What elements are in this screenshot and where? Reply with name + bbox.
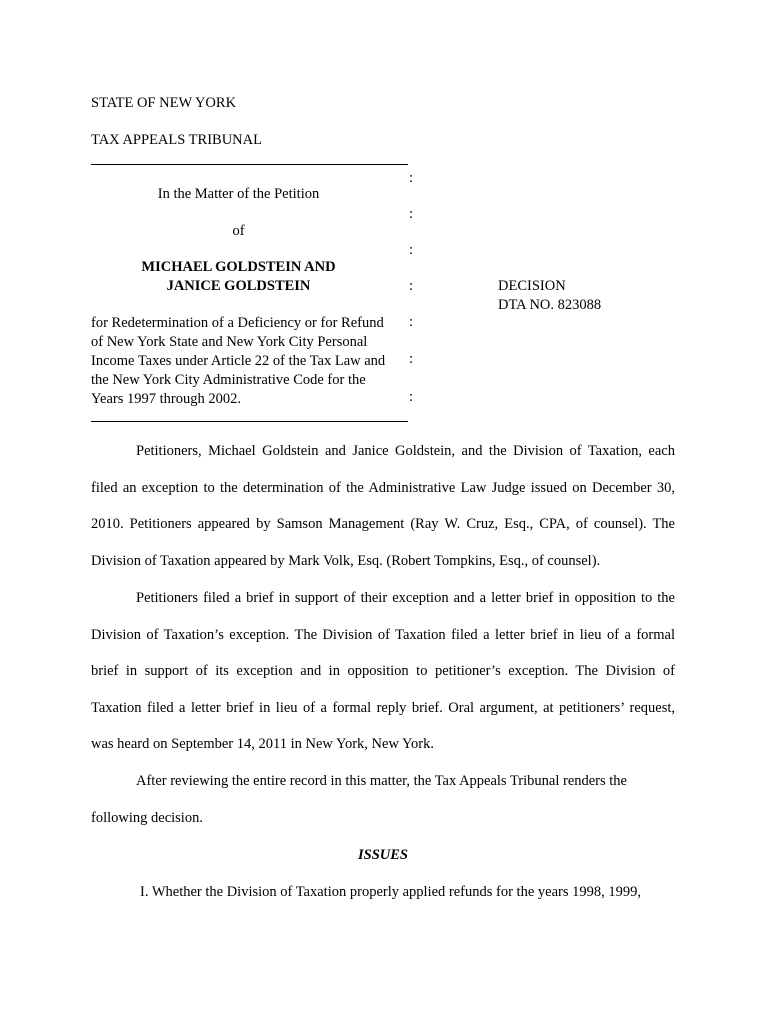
caption-colon: :	[409, 278, 414, 294]
of-line: of	[232, 223, 245, 239]
caption-colon: :	[409, 351, 414, 367]
purpose-line: Income Taxes under Article 22 of the Tax Law and	[91, 353, 386, 369]
caption-bottom-rule	[91, 421, 408, 422]
decision-label: DECISION	[498, 278, 566, 294]
caption-colon: :	[409, 206, 414, 222]
caption-colon: :	[409, 314, 414, 330]
purpose-line: for Redetermination of a Deficiency or for Refund	[91, 315, 384, 331]
petitioner-name-line1: MICHAEL GOLDSTEIN AND	[141, 259, 336, 275]
petitioner-name-line2: JANICE GOLDSTEIN	[166, 278, 311, 294]
paragraph-2-line: Division of Taxation’s exception. The Division of Taxation filed a letter brief in lieu of a formal	[91, 627, 675, 643]
paragraph-2-line: was heard on September 14, 2011 in New York, New York.	[91, 736, 435, 752]
purpose-line: of New York State and New York City Personal	[91, 334, 368, 350]
paragraph-2-line: Taxation filed a letter brief in lieu of a formal reply brief. Oral argument, at petitioners’ request,	[91, 700, 675, 716]
caption-purpose	[91, 314, 409, 409]
paragraph-1-line: Petitioners, Michael Goldstein and Janice Goldstein, and the Division of Taxation, each	[136, 443, 675, 459]
paragraph-1-line: Division of Taxation appeared by Mark Volk, Esq. (Robert Tompkins, Esq., of counsel).	[91, 553, 601, 569]
caption-colon: :	[409, 170, 414, 186]
tribunal-heading: TAX APPEALS TRIBUNAL	[91, 132, 262, 148]
paragraph-2-line: brief in support of its exception and in opposition to petitioner’s exception. The Division of	[91, 663, 675, 679]
paragraph-2-line: Petitioners filed a brief in support of their exception and a letter brief in opposition to the	[136, 590, 675, 606]
caption-top-rule	[91, 164, 408, 165]
paragraph-1-line: filed an exception to the determination of the Administrative Law Judge issued on December 30,	[91, 480, 675, 496]
paragraph-1-line: 2010. Petitioners appeared by Samson Management (Ray W. Cruz, Esq., CPA, of counsel). The	[91, 516, 675, 532]
issues-heading: ISSUES	[358, 847, 408, 863]
state-heading: STATE OF NEW YORK	[91, 95, 237, 111]
caption-colon: :	[409, 389, 414, 405]
purpose-line: Years 1997 through 2002.	[91, 391, 241, 407]
paragraph-3-line: After reviewing the entire record in this matter, the Tax Appeals Tribunal renders the	[136, 773, 627, 789]
matter-line: In the Matter of the Petition	[157, 186, 320, 202]
purpose-line: the New York City Administrative Code for the	[91, 372, 366, 388]
caption-colon: :	[409, 242, 414, 258]
issue-1-line: I. Whether the Division of Taxation properly applied refunds for the years 1998, 1999,	[140, 884, 641, 900]
dta-number: DTA NO. 823088	[498, 297, 602, 313]
paragraph-3-line: following decision.	[91, 810, 203, 826]
